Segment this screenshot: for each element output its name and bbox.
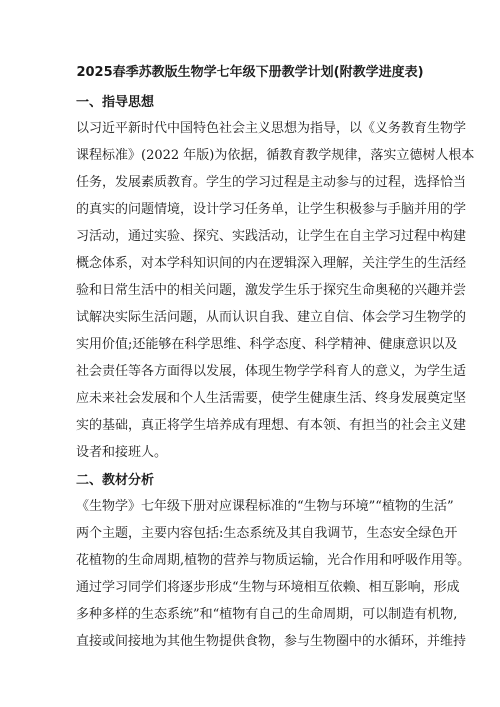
paragraph-line: 实用价值;还能够在科学思维、科学态度、科学精神、健康意识以及 [76,337,458,352]
paragraph-line: 通过学习同学们将逐步形成“生物与环境相互依赖、相互影响，形成 [76,580,460,595]
document-title: 2025春季苏教版生物学七年级下册教学计划(附教学进度表) [76,65,424,80]
paragraph-line: 应未来社会发展和个人生活需要，使学生健康生活、终身发展奠定坚 [76,391,467,406]
paragraph-line: 概念体系，对本学科知识间的内在逻辑深入理解，关注学生的生活经 [76,256,467,271]
paragraph-line: 验和日常生活中的相关问题，激发学生乐于探究生命奥秘的兴趣并尝 [76,283,467,298]
paragraph-line: 设者和接班人。 [76,445,168,460]
paragraph-line: 习活动，通过实验、探究、实践活动，让学生在自主学习过程中构建 [76,229,467,244]
paragraph-line: 两个主题，主要内容包括:生态系统及其自我调节，生态安全绿色开 [76,526,458,541]
section-heading-textbook-analysis: 二、教材分析 [76,473,155,488]
paragraph-line: 直接或间接地为其他生物提供食物，参与生物圈中的水循环，并维持 [76,634,467,649]
paragraph-line: 试解决实际生活问题，从而认识自我、建立自信、体会学习生物学的 [76,310,467,325]
paragraph-line: 花植物的生命周期,植物的营养与物质运输，光合作用和呼吸作用等。 [76,553,471,568]
paragraph-line: 的真实的问题情境，设计学习任务单，让学生积极参与手脑并用的学 [76,202,467,217]
paragraph-line: 以习近平新时代中国特色社会主义思想为指导，以《义务教育生物学 [76,121,467,136]
paragraph-line: 课程标准》(2022 年版)为依据，循教育教学规律，落实立德树人根本 [76,148,475,163]
paragraph-line: 多种多样的生态系统”和“植物有自己的生命周期，可以制造有机物, [76,607,458,622]
paragraph-line: 任务，发展素质教育。学生的学习过程是主动参与的过程，选择恰当 [76,175,467,190]
paragraph-line: 《生物学》七年级下册对应课程标准的“生物与环境”“植物的生活” [76,499,454,514]
section-heading-guiding-ideology: 一、指导思想 [76,95,155,110]
paragraph-line: 实的基础，真正将学生培养成有理想、有本领、有担当的社会主义建 [76,418,467,433]
paragraph-line: 社会责任等各方面得以发展，体现生物学学科育人的意义，为学生适 [76,364,467,379]
